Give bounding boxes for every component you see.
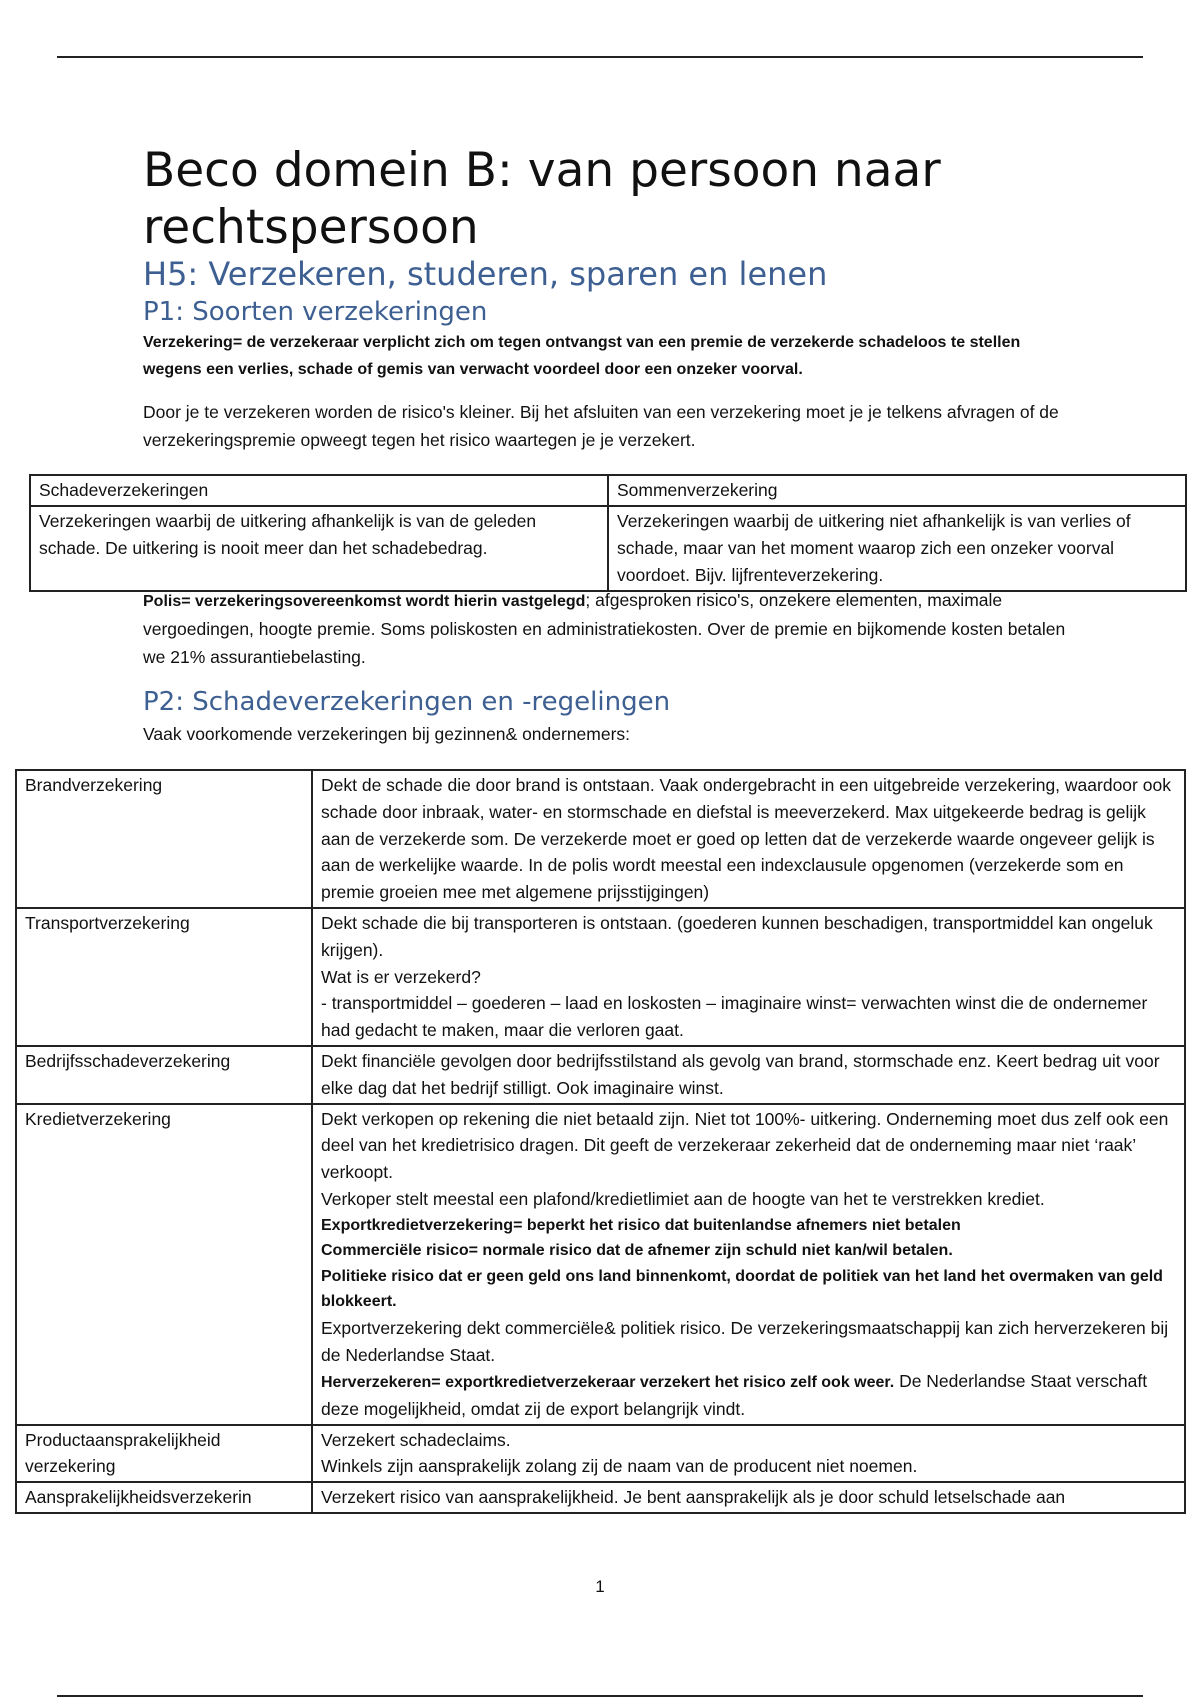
- polis-paragraph: [143, 586, 1083, 671]
- table-row: [16, 1425, 1185, 1483]
- table-header-cell: Sommenverzekering: [608, 475, 1186, 506]
- table-row: [30, 475, 1186, 506]
- description-line: Exportverzekering dekt commerciële& politiek risico. De verzekeringsmaatschappij kan zich herverzekeren bij de Nederlandse Staat.: [321, 1317, 1169, 1365]
- insurance-description-cell: [312, 1046, 1185, 1104]
- description-line: Dekt schade die bij transporteren is ontstaan. (goederen kunnen beschadigen, transportmiddel kan ongeluk krijgen).: [321, 912, 1153, 960]
- herverzekeren-term: Herverzekeren= exportkredietverzekeraar verzekert het risico zelf ook weer.: [321, 1374, 895, 1392]
- description-line: Dekt verkopen op rekening die niet betaald zijn. Niet tot 100%- uitkering. Onderneming moet dus zelf ook een deel van het kredietrisico dragen. Dit geeft de verzekeraar zekerheid dat de onderneming maar niet ‘raak’ verkoopt.: [321, 1108, 1169, 1183]
- table-row: [16, 770, 1185, 908]
- insurance-definition: Verzekering= de verzekeraar verplicht zich om tegen ontvangst van een premie de verzekerde schadeloos te stellen wegens een verlies, schade of gemis van verwacht voordeel door een onzeker voorval.: [143, 334, 1021, 378]
- insurance-name-cell: Bedrijfsschadeverzekering: [16, 1046, 312, 1104]
- description-line: Verkoper stelt meestal een plafond/kredietlimiet aan de hoogte van het te verstrekken krediet.: [321, 1188, 1045, 1209]
- description-line: Dekt financiële gevolgen door bedrijfsstilstand als gevolg van brand, stormschade enz. Keert bedrag uit voor elke dag dat het bedrijf stilligt. Ook imaginaire winst.: [321, 1050, 1160, 1098]
- section-heading-p1: P1: Soorten verzekeringen: [143, 297, 488, 327]
- description-line: Wat is er verzekerd?: [321, 966, 481, 987]
- insurance-name-cell: Aansprakelijkheidsverzekerin: [16, 1482, 312, 1513]
- insurance-name-cell: Kredietverzekering: [16, 1104, 312, 1425]
- bold-definition-line: Politieke risico dat er geen geld ons land binnenkomt, doordat de politiek van het land het overmaken van geld blokkeert.: [321, 1267, 1163, 1311]
- footer-rule: [57, 1695, 1143, 1697]
- description-line: Dekt de schade die door brand is ontstaan. Vaak ondergebracht in een uitgebreide verzekering, waardoor ook schade door inbraak, water- en stormschade en diefstal is meeverzekerd. Max uitgekeerde bedrag is gelijk aan de verzekerde som. De verzekerde moet er goed op letten dat de verzekerde waarde ongeveer gelijk is aan de werkelijke waarde. In de polis wordt meestal een indexclausule opgenomen (verzekerde som en premie groeien mee met algemene prijsstijgingen): [321, 775, 1171, 903]
- insurance-name-cell: Brandverzekering: [16, 770, 312, 908]
- table-row: [16, 908, 1185, 1046]
- page-number: 1: [595, 1577, 605, 1596]
- table-row: [16, 1482, 1185, 1513]
- description-line: Verzekert risico van aansprakelijkheid. Je bent aansprakelijk als je door schuld letselschade aan: [321, 1487, 1066, 1508]
- section-heading-p2: P2: Schadeverzekeringen en -regelingen: [143, 687, 671, 717]
- insurance-name-cell: Productaansprakelijkheid verzekering: [16, 1425, 312, 1483]
- herverzekeren-description: De Nederlandse Staat verschaft deze mogelijkheid, omdat zij de export belangrijk vindt.: [321, 1371, 1148, 1419]
- insurance-overview-table: [15, 769, 1186, 1514]
- insurance-description-cell: [312, 1104, 1185, 1425]
- insurance-description-cell: [312, 908, 1185, 1046]
- bold-definition-line: Commerciële risico= normale risico dat de afnemer zijn schuld niet kan/wil betalen.: [321, 1242, 953, 1260]
- polis-term: Polis= verzekeringsovereenkomst wordt hierin vastgelegd: [143, 593, 586, 610]
- table-cell: Verzekeringen waarbij de uitkering niet afhankelijk is van verlies of schade, maar van het moment waarop zich een onzeker voorval voordoet. Bijv. lijfrenteverzekering.: [608, 506, 1186, 591]
- document-title: Beco domein B: van persoon naar rechtspersoon: [143, 143, 941, 255]
- insurance-description-cell: [312, 1482, 1185, 1513]
- chapter-heading: H5: Verzekeren, studeren, sparen en lenen: [143, 255, 828, 293]
- insurance-description-cell: [312, 1425, 1185, 1483]
- table-row: [30, 506, 1186, 591]
- description-line: - transportmiddel – goederen – laad en loskosten – imaginaire winst= verwachten winst die de ondernemer had gedacht te maken, maar die verloren gaat.: [321, 993, 1148, 1041]
- insurance-description-cell: [312, 770, 1185, 908]
- description-line: Winkels zijn aansprakelijk zolang zij de naam van de producent niet noemen.: [321, 1456, 918, 1477]
- header-rule: [57, 56, 1143, 58]
- risk-paragraph: Door je te verzekeren worden de risico's kleiner. Bij het afsluiten van een verzekering moet je je telkens afvragen of de verzekeringspremie opweegt tegen het risico waartegen je je verzekert.: [143, 402, 1059, 450]
- polis-description: ; afgesproken risico's, onzekere elementen, maximale vergoedingen, hoogte premie. Soms poliskosten en administratiekosten. Over de premie en bijkomende kosten betalen we 21% assurantiebelasting.: [143, 590, 1066, 667]
- table-header-cell: Schadeverzekeringen: [30, 475, 608, 506]
- table-row: [16, 1046, 1185, 1104]
- description-line: [321, 1368, 1176, 1422]
- table-cell: Verzekeringen waarbij de uitkering afhankelijk is van de geleden schade. De uitkering is nooit meer dan het schadebedrag.: [30, 506, 608, 591]
- table-row: [16, 1104, 1185, 1425]
- section-intro: Vaak voorkomende verzekeringen bij gezinnen& ondernemers:: [143, 724, 631, 744]
- insurance-name-cell: Transportverzekering: [16, 908, 312, 1046]
- description-line: Verzekert schadeclaims.: [321, 1429, 511, 1450]
- bold-definition-line: Exportkredietverzekering= beperkt het risico dat buitenlandse afnemers niet betalen: [321, 1216, 961, 1234]
- insurance-types-table: [29, 474, 1187, 592]
